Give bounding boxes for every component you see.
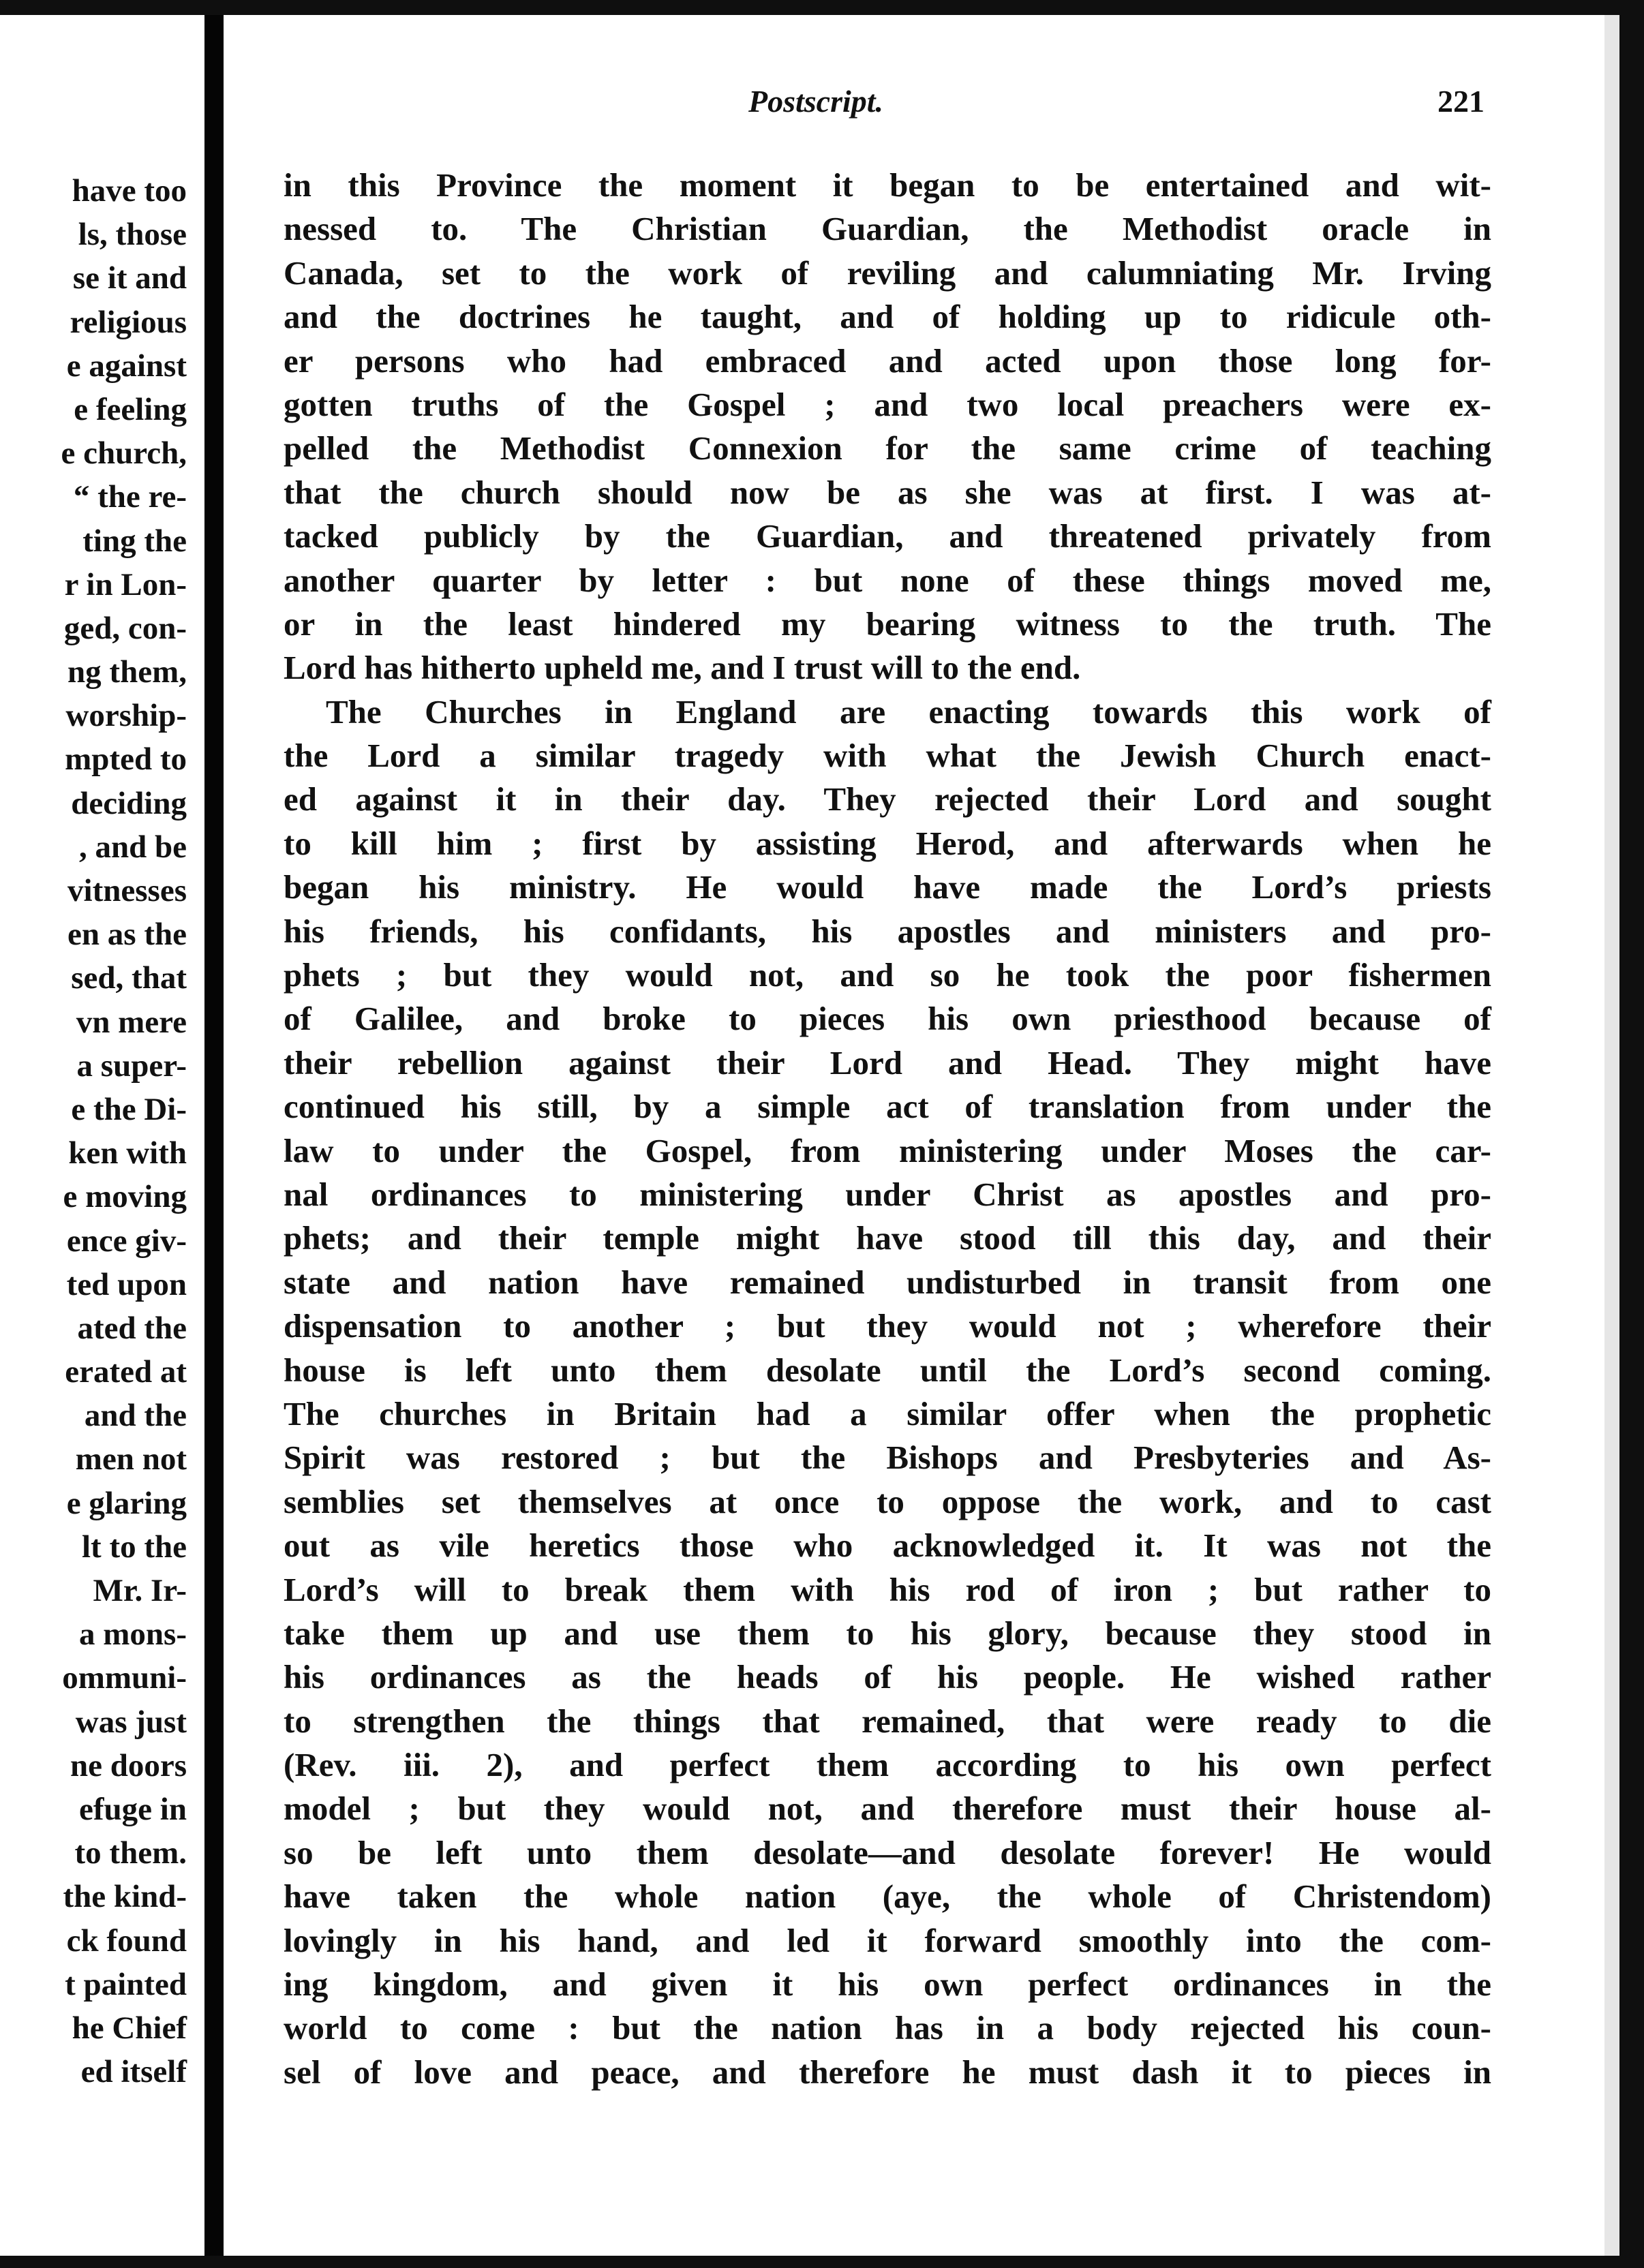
left-fragment-line: efuge in xyxy=(79,1791,187,1827)
text-line: model ; but they would not, and therefore must their house al- xyxy=(284,1790,1491,1828)
left-fragment-line: men not xyxy=(75,1441,187,1477)
text-line: law to under the Gospel, from ministering under Moses the car- xyxy=(284,1131,1491,1169)
left-fragment-line: e feeling xyxy=(74,391,187,427)
page-edge xyxy=(1604,15,1619,2256)
left-fragment-line: have too xyxy=(72,173,187,209)
left-fragment-line: to them. xyxy=(74,1835,187,1871)
left-fragment-line: mpted to xyxy=(65,741,187,778)
left-fragment-line: t painted xyxy=(65,1966,187,2002)
left-fragment-line: ting the xyxy=(82,523,187,559)
left-fragment-line: lt to the xyxy=(81,1529,187,1565)
text-line: have taken the whole nation (aye, the whole of Christendom) xyxy=(284,1878,1491,1916)
text-line: another quarter by letter : but none of these things moved me, xyxy=(284,561,1491,599)
left-fragment-line: e against xyxy=(66,348,187,384)
text-line: or in the least hindered my bearing witness to the truth. The xyxy=(284,604,1491,643)
text-line: lovingly in his hand, and led it forward smoothly into the com- xyxy=(284,1921,1491,1959)
left-fragment-line: was just xyxy=(75,1704,187,1740)
text-line: to strengthen the things that remained, that were ready to die xyxy=(284,1702,1491,1740)
left-fragment-line: r in Lon- xyxy=(64,566,187,602)
left-fragment-line: worship- xyxy=(65,698,187,734)
left-fragment-line: se it and xyxy=(72,260,187,296)
text-line: semblies set themselves at once to oppose the work, and to cast xyxy=(284,1482,1491,1520)
running-head: Postscript. xyxy=(748,84,884,119)
text-line: to kill him ; first by assisting Herod, and afterwards when he xyxy=(284,824,1491,862)
left-fragment-line: e church, xyxy=(61,435,187,472)
text-line: The churches in Britain had a similar offer when the prophetic xyxy=(284,1394,1491,1432)
left-fragment-line: e glaring xyxy=(66,1485,187,1521)
left-fragment-line: e the Di- xyxy=(71,1091,187,1127)
text-line: Lord’s will to break them with his rod of iron ; but rather to xyxy=(284,1570,1491,1608)
left-fragment-line: sed, that xyxy=(71,960,187,996)
text-line: er persons who had embraced and acted upon those long for- xyxy=(284,341,1491,380)
left-fragment-line: “ the re- xyxy=(73,479,187,515)
text-line: the Lord a similar tragedy with what the Jewish Church enact- xyxy=(284,737,1491,775)
left-fragment-line: en as the xyxy=(67,917,187,953)
text-line: Lord has hitherto upheld me, and I trust will to the end. xyxy=(284,649,1081,687)
text-line: his ordinances as the heads of his people. He wished rather xyxy=(284,1658,1491,1696)
right-page xyxy=(224,15,1619,2256)
left-fragment-line: the kind- xyxy=(63,1879,187,1915)
text-line: tacked publicly by the Guardian, and threatened privately from xyxy=(284,517,1491,555)
left-fragment-line: ne doors xyxy=(70,1747,187,1783)
left-fragment-line: ed itself xyxy=(80,2054,187,2090)
left-fragment-line: ommuni- xyxy=(62,1660,187,1696)
page-header xyxy=(224,83,1485,131)
text-line: gotten truths of the Gospel ; and two local preachers were ex- xyxy=(284,385,1491,423)
text-line: pelled the Methodist Connexion for the same crime of teaching xyxy=(284,429,1491,468)
page-number: 221 xyxy=(1437,84,1485,119)
text-line: Canada, set to the work of reviling and calumniating Mr. Irving xyxy=(284,254,1491,292)
left-fragment-line: a mons- xyxy=(79,1616,187,1653)
text-line: nal ordinances to ministering under Christ as apostles and pro- xyxy=(284,1175,1491,1213)
text-line: The Churches in England are enacting towards this work of xyxy=(326,692,1491,731)
left-fragment-line: deciding xyxy=(71,785,187,821)
left-fragment-line: ng them, xyxy=(67,654,187,690)
left-fragment-line: religious xyxy=(70,304,187,340)
body-text xyxy=(284,164,1491,2094)
text-line: continued his still, by a simple act of translation from under the xyxy=(284,1088,1491,1126)
text-line: take them up and use them to his glory, because they stood in xyxy=(284,1614,1491,1652)
text-line: that the church should now be as she was at first. I was at- xyxy=(284,473,1491,511)
text-line: nessed to. The Christian Guardian, the Methodist oracle in xyxy=(284,210,1491,248)
text-line: house is left unto them desolate until the Lord’s second coming. xyxy=(284,1351,1491,1389)
text-line: so be left unto them desolate—and desolate forever! He would xyxy=(284,1833,1491,1871)
left-fragment-line: he Chief xyxy=(72,2010,187,2046)
text-line: of Galilee, and broke to pieces his own priesthood because of xyxy=(284,1000,1491,1038)
left-fragment-line: e moving xyxy=(63,1179,187,1215)
left-fragment-line: ted upon xyxy=(66,1266,187,1302)
left-page-text-fragments xyxy=(0,169,187,2094)
left-fragment-line: vitnesses xyxy=(67,873,187,908)
text-line: state and nation have remained undisturbed in transit from one xyxy=(284,1263,1491,1301)
text-line: out as vile heretics those who acknowledged it. It was not the xyxy=(284,1527,1491,1565)
left-page xyxy=(0,15,204,2256)
text-line: (Rev. iii. 2), and perfect them according to his own perfect xyxy=(284,1746,1491,1784)
left-fragment-line: ged, con- xyxy=(63,610,187,646)
text-line: sel of love and peace, and therefore he must dash it to pieces in xyxy=(284,2053,1491,2091)
text-line: and the doctrines he taught, and of holding up to ridicule oth- xyxy=(284,298,1491,336)
left-fragment-line: Mr. Ir- xyxy=(93,1573,187,1608)
left-fragment-line: ence giv- xyxy=(66,1223,187,1259)
text-line: world to come : but the nation has in a body rejected his coun- xyxy=(284,2009,1491,2047)
left-fragment-line: vn mere xyxy=(76,1004,187,1040)
text-line: their rebellion against their Lord and Head. They might have xyxy=(284,1043,1491,1082)
text-line: his friends, his confidants, his apostles and ministers and pro- xyxy=(284,912,1491,950)
left-fragment-line: ken with xyxy=(68,1135,187,1171)
book-gutter xyxy=(204,15,224,2256)
left-fragment-line: and the xyxy=(84,1398,187,1434)
text-line: dispensation to another ; but they would not ; wherefore their xyxy=(284,1307,1491,1345)
text-line: Spirit was restored ; but the Bishops and Presbyteries and As- xyxy=(284,1439,1491,1477)
text-line: in this Province the moment it began to be entertained and wit- xyxy=(284,166,1491,204)
text-line: began his ministry. He would have made the Lord’s priests xyxy=(284,868,1491,906)
left-fragment-line: ck found xyxy=(66,1922,187,1959)
text-line: ed against it in their day. They rejected their Lord and sought xyxy=(284,780,1491,818)
left-fragment-line: a super- xyxy=(76,1047,187,1084)
text-line: phets; and their temple might have stood till this day, and their xyxy=(284,1219,1491,1257)
left-fragment-line: ated the xyxy=(77,1310,187,1346)
left-fragment-line: , and be xyxy=(78,829,187,865)
left-fragment-line: ls, those xyxy=(78,217,187,253)
text-line: ing kingdom, and given it his own perfect ordinances in the xyxy=(284,1965,1491,2004)
left-fragment-line: erated at xyxy=(65,1354,187,1390)
text-line: phets ; but they would not, and so he took the poor fishermen xyxy=(284,956,1491,994)
